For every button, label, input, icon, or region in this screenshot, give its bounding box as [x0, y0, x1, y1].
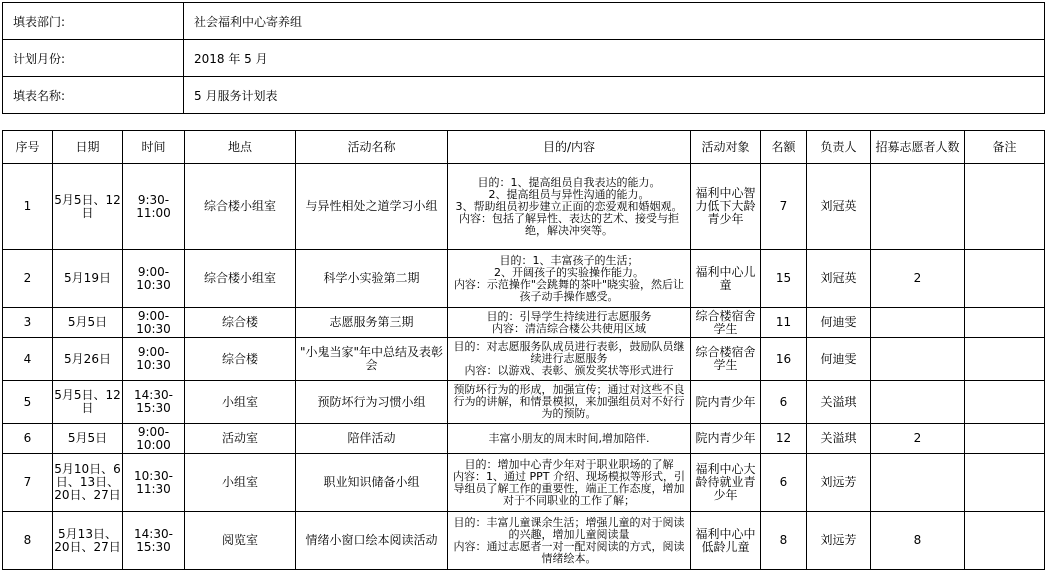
- cell-quota: 11: [761, 308, 807, 338]
- cell-place: 小组室: [185, 454, 296, 512]
- cell-remark: [965, 250, 1045, 308]
- header-quota: 名额: [761, 131, 807, 164]
- dept-label: 填表部门:: [3, 3, 184, 40]
- cell-leader: 刘冠英: [807, 164, 871, 250]
- cell-place: 综合楼小组室: [185, 164, 296, 250]
- cell-time: 9:30-11:00: [123, 164, 185, 250]
- cell-target: 综合楼宿舍学生: [691, 308, 761, 338]
- table-row: [3, 308, 1045, 338]
- cell-date: 5月5日: [53, 308, 123, 338]
- table-row: [3, 381, 1045, 424]
- cell-leader: 刘远芳: [807, 454, 871, 512]
- cell-quota: 8: [761, 512, 807, 570]
- header-activity: 活动名称: [296, 131, 448, 164]
- dept-value: 社会福利中心寄养组: [184, 3, 1045, 40]
- table-row: [3, 512, 1045, 570]
- cell-target: 福利中心大龄待就业青少年: [691, 454, 761, 512]
- cell-content: 丰富小朋友的周末时间,增加陪伴.: [448, 424, 691, 454]
- cell-volunteers: [871, 308, 965, 338]
- cell-time: 14:30-15:30: [123, 512, 185, 570]
- cell-volunteers: [871, 381, 965, 424]
- cell-date: 5月10日、6日、13日、20日、27日: [53, 454, 123, 512]
- cell-content: 目的：丰富儿童课余生活；增强儿童的对于阅读的兴趣，增加儿童阅读量 内容：通过志愿者一对一配对阅读的方式，阅读情绪绘本。: [448, 512, 691, 570]
- cell-quota: 6: [761, 381, 807, 424]
- cell-quota: 12: [761, 424, 807, 454]
- cell-remark: [965, 454, 1045, 512]
- form-name-label: 填表名称:: [3, 77, 184, 114]
- cell-content: 目的：对志愿服务队成员进行表彰，鼓励队员继续进行志愿服务 内容：以游戏、表彰、颁发奖状等形式进行: [448, 338, 691, 381]
- cell-target: 综合楼宿舍学生: [691, 338, 761, 381]
- cell-leader: 刘冠英: [807, 250, 871, 308]
- cell-volunteers: 2: [871, 250, 965, 308]
- table-row: [3, 250, 1045, 308]
- cell-no: 5: [3, 381, 53, 424]
- cell-time: 10:30-11:30: [123, 454, 185, 512]
- header-date: 日期: [53, 131, 123, 164]
- cell-activity: 职业知识储备小组: [296, 454, 448, 512]
- cell-place: 综合楼: [185, 338, 296, 381]
- header-remark: 备注: [965, 131, 1045, 164]
- header-leader: 负责人: [807, 131, 871, 164]
- month-row: [3, 40, 1045, 77]
- cell-remark: [965, 338, 1045, 381]
- table-row: [3, 338, 1045, 381]
- cell-time: 9:00-10:00: [123, 424, 185, 454]
- cell-time: 9:00-10:30: [123, 250, 185, 308]
- form-name-row: [3, 77, 1045, 114]
- cell-leader: 关溢琪: [807, 381, 871, 424]
- cell-no: 8: [3, 512, 53, 570]
- header-no: 序号: [3, 131, 53, 164]
- cell-content: 目的：增加中心青少年对于职业职场的了解 内容：1、通过 PPT 介绍、现场模拟等形式，引导组员了解工作的重要性，端正工作态度，增加对于不同职业的工作了解；: [448, 454, 691, 512]
- cell-activity: 情绪小窗口绘本阅读活动: [296, 512, 448, 570]
- cell-place: 小组室: [185, 381, 296, 424]
- cell-content: 预防坏行为的形成，加强宣传；通过对这些不良行为的讲解，和情景模拟，来加强组员对不好行为的预防。: [448, 381, 691, 424]
- cell-target: 院内青少年: [691, 381, 761, 424]
- cell-remark: [965, 424, 1045, 454]
- month-value: 2018 年 5 月: [184, 40, 1045, 77]
- cell-time: 9:00-10:30: [123, 338, 185, 381]
- header-time: 时间: [123, 131, 185, 164]
- cell-remark: [965, 164, 1045, 250]
- cell-remark: [965, 512, 1045, 570]
- cell-date: 5月5日、12日: [53, 381, 123, 424]
- cell-quota: 7: [761, 164, 807, 250]
- header-content: 目的/内容: [448, 131, 691, 164]
- form-name-value: 5 月服务计划表: [184, 77, 1045, 114]
- cell-leader: 何迪雯: [807, 308, 871, 338]
- cell-volunteers: 8: [871, 512, 965, 570]
- form-info-table: [2, 2, 1045, 114]
- cell-quota: 16: [761, 338, 807, 381]
- cell-content: 目的：1、提高组员自我表达的能力。 2、提高组员与异性沟通的能力。 3、帮助组员初步建立正面的恋爱观和婚姻观。 内容：包括了解异性、表达的艺术、接受与拒绝，解决冲突等。: [448, 164, 691, 250]
- dept-row: [3, 3, 1045, 40]
- cell-activity: 与异性相处之道学习小组: [296, 164, 448, 250]
- cell-target: 福利中心智力低下大龄青少年: [691, 164, 761, 250]
- cell-date: 5月26日: [53, 338, 123, 381]
- cell-time: 9:00-10:30: [123, 308, 185, 338]
- cell-leader: 何迪雯: [807, 338, 871, 381]
- header-volunteers: 招募志愿者人数: [871, 131, 965, 164]
- cell-date: 5月5日、12日: [53, 164, 123, 250]
- cell-volunteers: [871, 164, 965, 250]
- cell-activity: "小鬼当家"年中总结及表彰会: [296, 338, 448, 381]
- cell-volunteers: [871, 454, 965, 512]
- cell-no: 3: [3, 308, 53, 338]
- cell-no: 1: [3, 164, 53, 250]
- table-row: [3, 164, 1045, 250]
- cell-place: 综合楼: [185, 308, 296, 338]
- cell-place: 综合楼小组室: [185, 250, 296, 308]
- cell-content: 目的：1、丰富孩子的生活； 2、开阔孩子的实验操作能力。 内容：示范操作"会跳舞的茶叶"晓实验，然后让孩子动手操作感受。: [448, 250, 691, 308]
- service-plan-table: [2, 130, 1045, 570]
- cell-volunteers: [871, 338, 965, 381]
- cell-activity: 志愿服务第三期: [296, 308, 448, 338]
- cell-place: 阅览室: [185, 512, 296, 570]
- cell-activity: 预防坏行为习惯小组: [296, 381, 448, 424]
- cell-target: 院内青少年: [691, 424, 761, 454]
- cell-target: 福利中心儿童: [691, 250, 761, 308]
- header-row: [3, 131, 1045, 164]
- cell-activity: 陪伴活动: [296, 424, 448, 454]
- cell-quota: 6: [761, 454, 807, 512]
- cell-date: 5月13日、20日、27日: [53, 512, 123, 570]
- cell-place: 活动室: [185, 424, 296, 454]
- cell-time: 14:30-15:30: [123, 381, 185, 424]
- cell-remark: [965, 381, 1045, 424]
- cell-date: 5月19日: [53, 250, 123, 308]
- table-row: [3, 424, 1045, 454]
- cell-activity: 科学小实验第二期: [296, 250, 448, 308]
- cell-content: 目的：引导学生持续进行志愿服务 内容：清洁综合楼公共使用区域: [448, 308, 691, 338]
- month-label: 计划月份:: [3, 40, 184, 77]
- cell-quota: 15: [761, 250, 807, 308]
- header-place: 地点: [185, 131, 296, 164]
- cell-no: 2: [3, 250, 53, 308]
- cell-leader: 刘远芳: [807, 512, 871, 570]
- cell-no: 6: [3, 424, 53, 454]
- cell-no: 7: [3, 454, 53, 512]
- cell-remark: [965, 308, 1045, 338]
- cell-date: 5月5日: [53, 424, 123, 454]
- cell-no: 4: [3, 338, 53, 381]
- header-target: 活动对象: [691, 131, 761, 164]
- cell-volunteers: 2: [871, 424, 965, 454]
- table-row: [3, 454, 1045, 512]
- cell-leader: 关溢琪: [807, 424, 871, 454]
- cell-target: 福利中心中低龄儿童: [691, 512, 761, 570]
